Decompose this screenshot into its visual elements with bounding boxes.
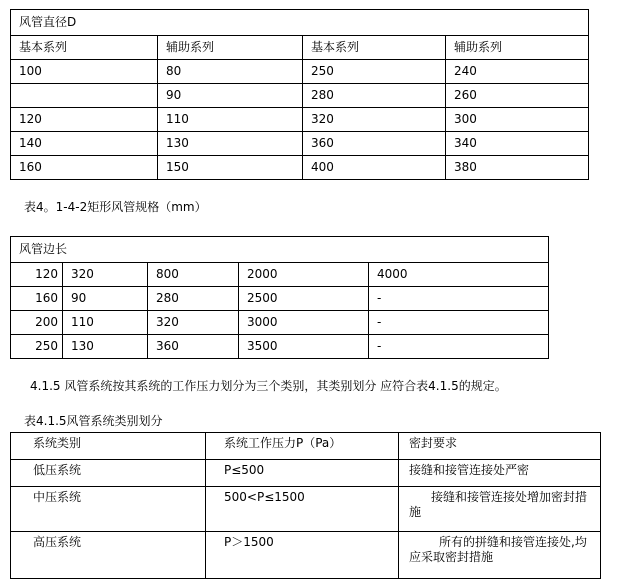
table-cell: 低压系统 (11, 460, 206, 487)
table-cell: 接缝和接管连接处增加密封措施 (399, 487, 601, 532)
table-cell: 130 (158, 132, 303, 156)
table-cell: P≤500 (206, 460, 399, 487)
table-cell: P＞1500 (206, 532, 399, 579)
table-cell: 300 (446, 108, 589, 132)
table-cell: 200 (11, 311, 63, 335)
table-cell: 340 (446, 132, 589, 156)
table-cell: 90 (63, 287, 148, 311)
table-cell: 3000 (239, 311, 369, 335)
table-cell: 所有的拼缝和接管连接处,均应采取密封措施 (399, 532, 601, 579)
table-row (11, 460, 601, 487)
table-cell: 100 (11, 60, 158, 84)
table-row (11, 84, 589, 108)
system-class-col-2: 密封要求 (399, 433, 601, 460)
table-cell: 160 (11, 156, 158, 180)
table-row (11, 287, 549, 311)
table-row (11, 156, 589, 180)
table-duct-sidelength (10, 236, 549, 359)
table-cell: 130 (63, 335, 148, 359)
table-row (11, 532, 601, 579)
table-cell: 120 (11, 108, 158, 132)
duct-diameter-col-1: 辅助系列 (158, 36, 303, 60)
table-cell: 高压系统 (11, 532, 206, 579)
caption-table-4-1-5: 表4.1.5风管系统类别划分 (24, 414, 163, 428)
table-cell: 160 (11, 287, 63, 311)
table-cell: 500<P≤1500 (206, 487, 399, 532)
table-cell: - (369, 311, 549, 335)
table-header-row (11, 433, 601, 460)
table-cell: 110 (158, 108, 303, 132)
table-cell: 250 (11, 335, 63, 359)
duct-diameter-title: 风管直径D (11, 10, 589, 36)
table-cell: 380 (446, 156, 589, 180)
table-cell: 80 (158, 60, 303, 84)
duct-diameter-col-2: 基本系列 (303, 36, 446, 60)
table-cell: 110 (63, 311, 148, 335)
table-cell: 280 (148, 287, 239, 311)
table-cell: 400 (303, 156, 446, 180)
paragraph-clause-4-1-5: 4.1.5 风管系统按其系统的工作压力划分为三个类别，其类别划分 应符合表4.1.5的规定。 (30, 379, 507, 393)
table-cell: - (369, 335, 549, 359)
table-cell: 接缝和接管连接处严密 (399, 460, 601, 487)
table-cell: 120 (11, 263, 63, 287)
table-cell-empty (11, 84, 158, 108)
table-cell: 中压系统 (11, 487, 206, 532)
table-row (11, 10, 589, 36)
table-cell: 90 (158, 84, 303, 108)
table-cell: 280 (303, 84, 446, 108)
table-row (11, 60, 589, 84)
table-duct-diameter (10, 9, 589, 180)
table-row (11, 132, 589, 156)
duct-diameter-col-3: 辅助系列 (446, 36, 589, 60)
table-row (11, 487, 601, 532)
table-row (11, 237, 549, 263)
table-cell: 4000 (369, 263, 549, 287)
system-class-col-0: 系统类别 (11, 433, 206, 460)
table-cell: 360 (303, 132, 446, 156)
table-cell: 3500 (239, 335, 369, 359)
system-class-col-1: 系统工作压力P（Pa） (206, 433, 399, 460)
duct-diameter-col-0: 基本系列 (11, 36, 158, 60)
duct-sidelength-title: 风管边长 (11, 237, 549, 263)
table-cell: 260 (446, 84, 589, 108)
caption-table-1-4-2: 表4。1-4-2矩形风管规格（mm） (24, 200, 207, 214)
table-row (11, 263, 549, 287)
table-cell: 140 (11, 132, 158, 156)
table-header-row (11, 36, 589, 60)
table-cell: 150 (158, 156, 303, 180)
table-cell: 2000 (239, 263, 369, 287)
table-system-class (10, 432, 601, 579)
table-row (11, 108, 589, 132)
table-cell: 240 (446, 60, 589, 84)
table-row (11, 335, 549, 359)
table-cell: 2500 (239, 287, 369, 311)
table-row (11, 311, 549, 335)
table-cell: - (369, 287, 549, 311)
table-cell: 800 (148, 263, 239, 287)
table-cell: 320 (63, 263, 148, 287)
table-cell: 320 (303, 108, 446, 132)
table-cell: 250 (303, 60, 446, 84)
table-cell: 360 (148, 335, 239, 359)
table-cell: 320 (148, 311, 239, 335)
